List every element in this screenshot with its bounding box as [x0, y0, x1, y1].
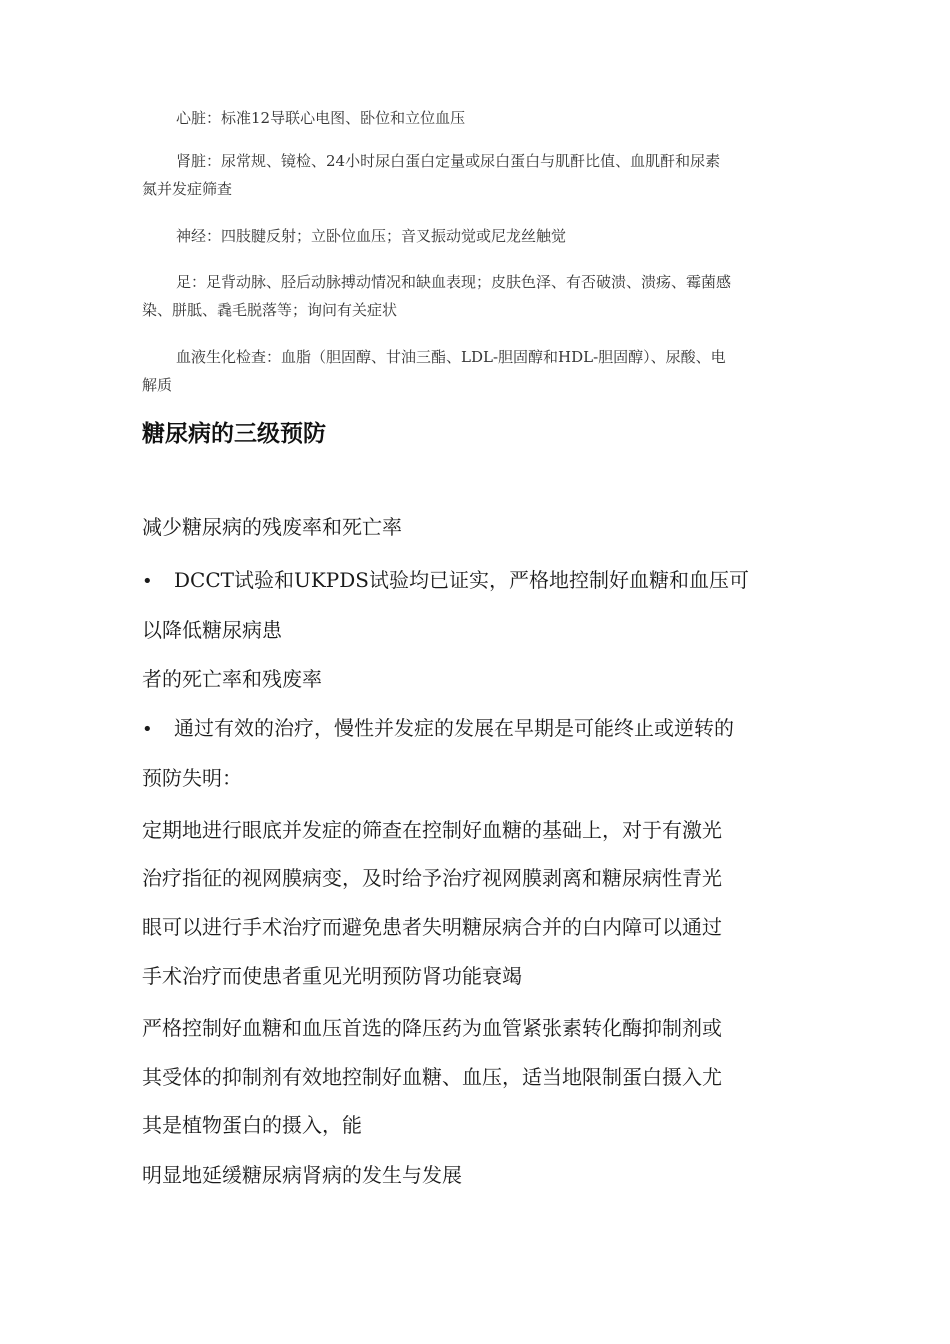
exam-kidney: 肾脏：尿常规、镜检、24小时尿白蛋白定量或尿白蛋白与肌酐比值、血肌酐和尿素 氮并发症筛查	[142, 152, 721, 198]
bullet-icon: •	[142, 571, 153, 592]
body-paragraph-line: 严格控制好血糖和血压首选的降压药为血管紧张素转化酶抑制剂或	[142, 1016, 722, 1040]
body-paragraph-line: 定期地进行眼底并发症的筛查在控制好血糖的基础上，对于有激光	[142, 818, 722, 842]
bullet-item: • 通过有效的治疗，慢性并发症的发展在早期是可能终止或逆转的	[142, 713, 807, 745]
bullet-item: • DCCT试验和UKPDS试验均已证实，严格地控制好血糖和血压可	[142, 565, 807, 597]
body-paragraph-line: 眼可以进行手术治疗而避免患者失明糖尿病合并的白内障可以通过	[142, 915, 722, 939]
body-paragraph-line: 其是植物蛋白的摄入，能	[142, 1113, 362, 1137]
body-paragraph-line: 其受体的抑制剂有效地控制好血糖、血压，适当地限制蛋白摄入尤	[142, 1065, 722, 1089]
exam-heart: 心脏：标准12导联心电图、卧位和立位血压	[176, 109, 466, 127]
bullet-icon: •	[142, 719, 153, 740]
body-paragraph-line: 治疗指征的视网膜病变，及时给予治疗视网膜剥离和糖尿病性青光	[142, 866, 722, 890]
section-heading: 糖尿病的三级预防	[142, 421, 326, 447]
exam-blood: 血液生化检查：血脂（胆固醇、甘油三酯、LDL-胆固醇和HDL-胆固醇）、尿酸、电 解质	[142, 348, 726, 394]
exam-foot: 足：足背动脉、胫后动脉搏动情况和缺血表现；皮肤色泽、有否破溃、溃疡、霉菌感 染、胼胝、毳毛脱落等；询问有关症状	[142, 273, 732, 319]
bullet-item-continuation: 以降低糖尿病患	[142, 618, 282, 642]
body-paragraph: 预防失明：	[142, 766, 242, 790]
body-paragraph-line: 手术治疗而使患者重见光明预防肾功能衰竭	[142, 964, 522, 988]
body-paragraph: 减少糖尿病的残废率和死亡率	[142, 515, 402, 539]
body-paragraph: 明显地延缓糖尿病肾病的发生与发展	[142, 1163, 462, 1187]
body-paragraph: 者的死亡率和残废率	[142, 667, 322, 691]
exam-nerve: 神经：四肢腱反射；立卧位血压；音叉振动觉或尼龙丝触觉	[176, 227, 567, 245]
